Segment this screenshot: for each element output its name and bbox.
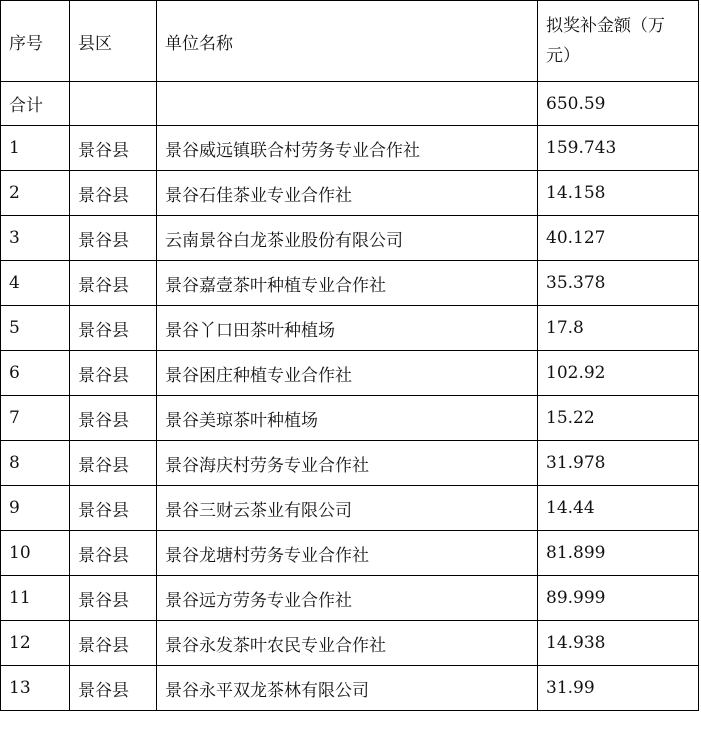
cell-name: 景谷嘉壹茶叶种植专业合作社 <box>157 261 538 306</box>
cell-amount: 17.8 <box>538 306 699 351</box>
table-row <box>1 486 699 531</box>
cell-county: 景谷县 <box>70 351 157 396</box>
cell-no: 6 <box>1 351 70 396</box>
cell-amount: 15.22 <box>538 396 699 441</box>
cell-county: 景谷县 <box>70 171 157 216</box>
cell-no: 4 <box>1 261 70 306</box>
cell-amount: 102.92 <box>538 351 699 396</box>
cell-amount: 35.378 <box>538 261 699 306</box>
table-row <box>1 126 699 171</box>
cell-county: 景谷县 <box>70 261 157 306</box>
table-row <box>1 306 699 351</box>
cell-name: 景谷永发茶叶农民专业合作社 <box>157 621 538 666</box>
cell-name: 景谷三财云茶业有限公司 <box>157 486 538 531</box>
cell-no: 11 <box>1 576 70 621</box>
total-row <box>1 82 699 126</box>
cell-county: 景谷县 <box>70 396 157 441</box>
table-row <box>1 621 699 666</box>
cell-amount: 14.158 <box>538 171 699 216</box>
table-row <box>1 351 699 396</box>
cell-amount: 81.899 <box>538 531 699 576</box>
cell-amount: 31.978 <box>538 441 699 486</box>
total-label: 合计 <box>1 82 70 126</box>
cell-no: 8 <box>1 441 70 486</box>
cell-name: 景谷海庆村劳务专业合作社 <box>157 441 538 486</box>
cell-no: 3 <box>1 216 70 261</box>
table-row <box>1 576 699 621</box>
cell-name: 景谷威远镇联合村劳务专业合作社 <box>157 126 538 171</box>
cell-amount: 14.44 <box>538 486 699 531</box>
cell-amount: 40.127 <box>538 216 699 261</box>
table-header-row <box>1 1 699 82</box>
cell-county: 景谷县 <box>70 441 157 486</box>
cell-amount: 159.743 <box>538 126 699 171</box>
table-row <box>1 171 699 216</box>
cell-amount: 14.938 <box>538 621 699 666</box>
total-amount: 650.59 <box>538 82 699 126</box>
cell-no: 5 <box>1 306 70 351</box>
header-amount: 拟奖补金额（万元） <box>538 1 699 82</box>
header-county: 县区 <box>70 1 157 82</box>
cell-no: 1 <box>1 126 70 171</box>
cell-name: 云南景谷白龙茶业股份有限公司 <box>157 216 538 261</box>
cell-no: 2 <box>1 171 70 216</box>
cell-county: 景谷县 <box>70 666 157 711</box>
cell-name: 景谷美琼茶叶种植场 <box>157 396 538 441</box>
header-no: 序号 <box>1 1 70 82</box>
cell-county: 景谷县 <box>70 126 157 171</box>
cell-name: 景谷远方劳务专业合作社 <box>157 576 538 621</box>
cell-county: 景谷县 <box>70 576 157 621</box>
cell-name: 景谷石佳茶业专业合作社 <box>157 171 538 216</box>
table-row <box>1 531 699 576</box>
header-name: 单位名称 <box>157 1 538 82</box>
cell-name: 景谷龙塘村劳务专业合作社 <box>157 531 538 576</box>
table-row <box>1 261 699 306</box>
cell-no: 13 <box>1 666 70 711</box>
table-row <box>1 216 699 261</box>
cell-no: 9 <box>1 486 70 531</box>
cell-no: 10 <box>1 531 70 576</box>
cell-county: 景谷县 <box>70 531 157 576</box>
cell-name: 景谷困庄种植专业合作社 <box>157 351 538 396</box>
cell-amount: 89.999 <box>538 576 699 621</box>
table-body <box>1 1 699 711</box>
cell-county: 景谷县 <box>70 486 157 531</box>
table-row <box>1 441 699 486</box>
total-name <box>157 82 538 126</box>
total-county <box>70 82 157 126</box>
cell-name: 景谷丫口田茶叶种植场 <box>157 306 538 351</box>
cell-county: 景谷县 <box>70 621 157 666</box>
table-row <box>1 666 699 711</box>
cell-county: 景谷县 <box>70 216 157 261</box>
cell-county: 景谷县 <box>70 306 157 351</box>
cell-name: 景谷永平双龙茶林有限公司 <box>157 666 538 711</box>
cell-no: 12 <box>1 621 70 666</box>
cell-no: 7 <box>1 396 70 441</box>
cell-amount: 31.99 <box>538 666 699 711</box>
table-row <box>1 396 699 441</box>
